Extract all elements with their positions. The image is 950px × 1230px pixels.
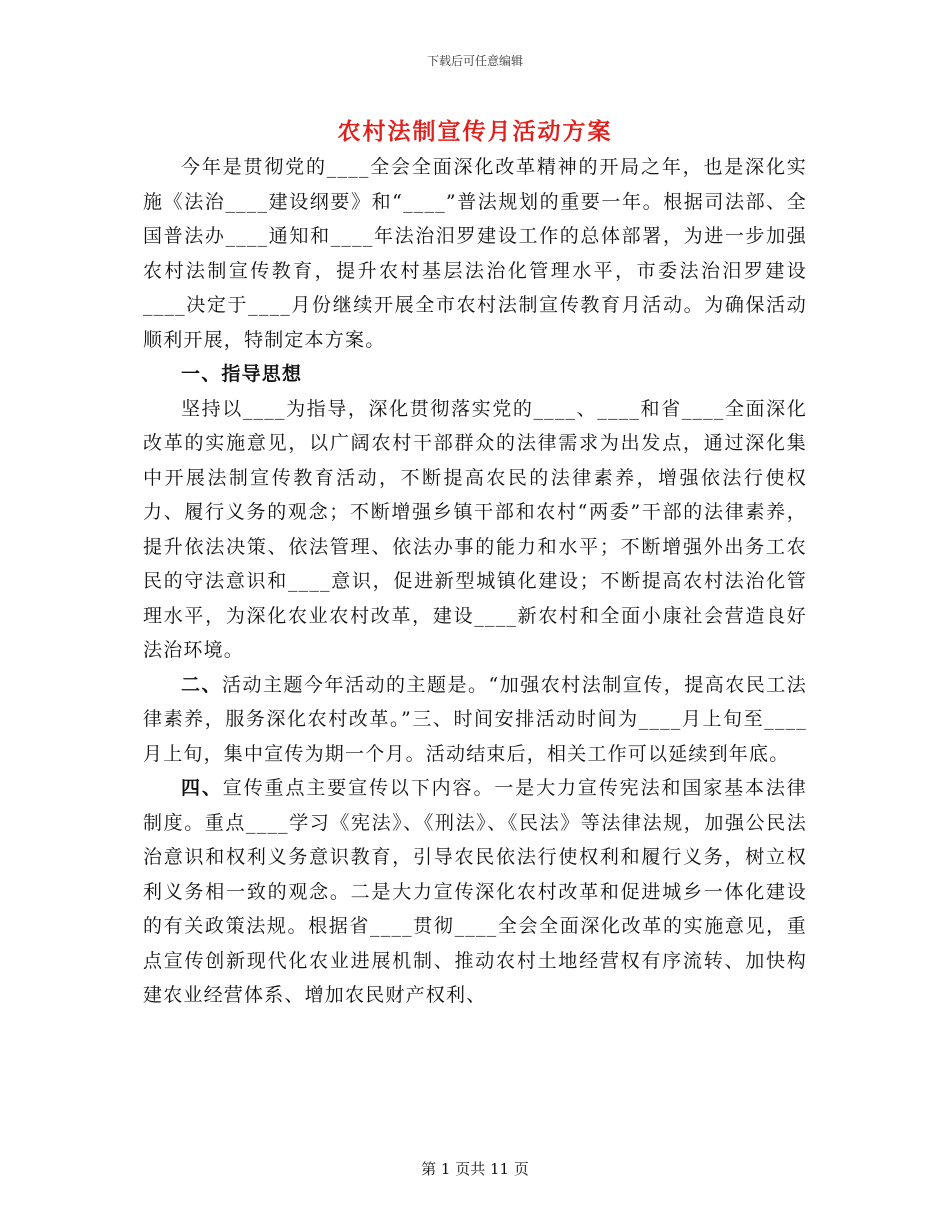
publicity-focus-paragraph bbox=[143, 771, 807, 1013]
publicity-focus-text: 宣传重点主要宣传以下内容。一是大力宣传宪法和国家基本法律制度。重点____学习《宪法》、《刑法》、《民法》等法律法规，加强公民法治意识和权利义务意识教育，引导农民依法行使权利和履行义务，树立权利义务相一致的观念。二是大力宣传深化农村改革和促进城乡一体化建设的有关政策法规。根据省____贯彻____全会全面深化改革的实施意见，重点宣传创新现代化农业进展机制、推动农村土地经营权有序流转、加快构建农业经营体系、增加农民财产权利、 bbox=[143, 777, 807, 1006]
intro-paragraph: 今年是贯彻党的____全会全面深化改革精神的开局之年，也是深化实施《法治____建设纲要》和“____”普法规划的重要一年。根据司法部、全国普法办____通知和____年法治汨罗建设工作的总体部署，为进一步加强农村法制宣传教育，提升农村基层法治化管理水平，市委法治汨罗建设____决定于____月份继续开展全市农村法制宣传教育月活动。为确保活动顺利开展，特制定本方案。 bbox=[143, 156, 807, 351]
section-number-4: 四、 bbox=[181, 777, 223, 799]
section-heading-guiding-thought: 一、指导思想 bbox=[181, 363, 303, 385]
section-number-2: 二、 bbox=[181, 673, 223, 696]
activity-theme-text: 活动主题今年活动的主题是。“加强农村法制宣传，提高农民工法律素养，服务深化农村改革。”三、时间安排活动时间为____月上旬至____月上旬，集中宣传为期一个月。活动结束后，相关工作可以延续到年底。 bbox=[143, 673, 808, 765]
document-body bbox=[143, 150, 807, 1013]
document-title: 农村法制宣传月活动方案 bbox=[337, 118, 613, 145]
header-note: 下载后可任意编辑 bbox=[426, 54, 523, 68]
page-footer: 第 1 页共 11 页 bbox=[421, 1160, 529, 1178]
activity-theme-paragraph bbox=[143, 668, 807, 772]
guiding-thought-paragraph: 坚持以____为指导，深化贯彻落实党的____、____和省____全面深化改革的实施意见，以广阔农村干部群众的法律需求为出发点，通过深化集中开展法制宣传教育活动，不断提高农民的法律素养，增强依法行使权力、履行义务的观念；不断增强乡镇干部和农村“两委”干部的法律素养，提升依法决策、依法管理、依法办事的能力和水平；不断增强外出务工农民的守法意识和____意识，促进新型城镇化建设；不断提高农村法治化管理水平，为深化农业农村改革，建设____新农村和全面小康社会营造良好法治环境。 bbox=[143, 397, 807, 661]
